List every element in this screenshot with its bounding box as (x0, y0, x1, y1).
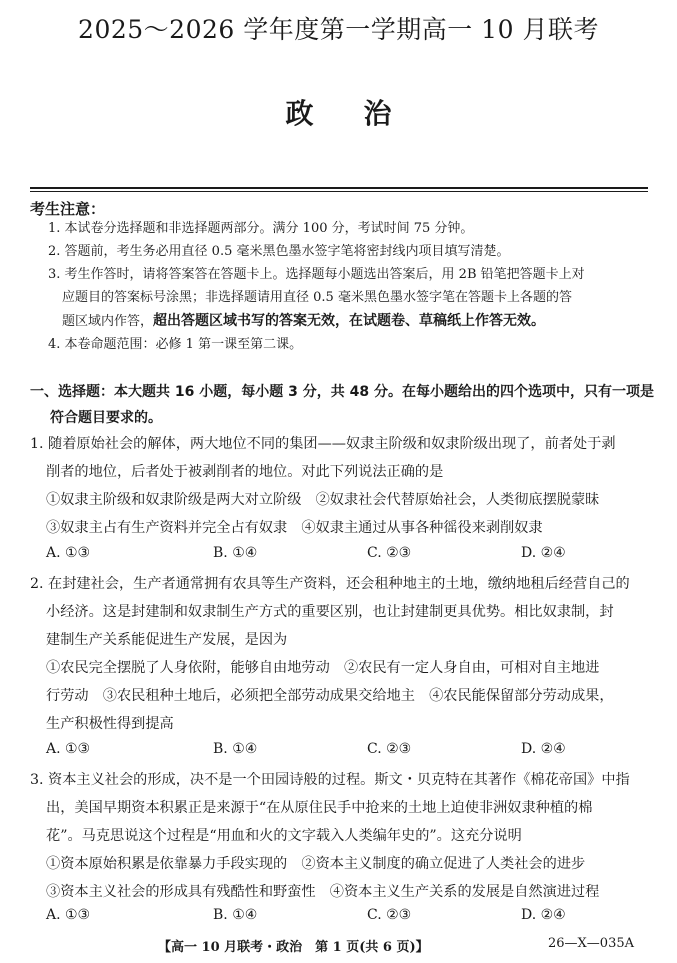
notice-line-3c (62, 312, 545, 331)
subject-title: 政治 (285, 97, 442, 130)
q3-choice-b: B. ①④ (213, 907, 258, 923)
notice-heading: 考生注意： (30, 200, 106, 218)
notice-line-1: 1. 本试卷分选择题和非选择题两部分。满分 100 分，考试时间 75 分钟。 (48, 221, 474, 236)
page-footer: 【高一 10 月联考・政治 第 1 页(共 6 页)】 (158, 940, 429, 955)
q1-option-line-2: ③奴隶主占有生产资料并完全占有奴隶 ④奴隶主通过从事各种徭役来剥削奴隶 (46, 520, 543, 536)
q3-option-line-2: ③资本主义社会的形成具有残酷性和野蛮性 ④资本主义生产关系的发展是自然演进过程 (46, 884, 600, 900)
q2-line-2: 小经济。这是封建制和奴隶制生产方式的重要区别，也让封建制更具优势。相比奴隶制，封 (46, 604, 614, 620)
q3-choice-a: A. ①③ (46, 907, 91, 923)
q1-line-2: 削者的地位，后者处于被剥削者的地位。对此下列说法正确的是 (46, 464, 444, 480)
q1-option-line-1: ①奴隶主阶级和奴隶阶级是两大对立阶级 ②奴隶社会代替原始社会，人类彻底摆脱蒙昧 (46, 492, 600, 508)
q2-choice-b: B. ①④ (213, 741, 258, 757)
q3-choice-c: C. ②③ (367, 907, 412, 923)
q3-line-1: 3. 资本主义社会的形成，决不是一个田园诗般的过程。斯文・贝克特在其著作《棉花帝国》中指 (30, 772, 630, 788)
q2-line-1: 2. 在封建社会，生产者通常拥有农具等生产资料，还会租种地主的土地，缴纳地租后经营自己的 (30, 576, 630, 592)
q1-line-1: 1. 随着原始社会的解体，两大地位不同的集团——奴隶主阶级和奴隶阶级出现了，前者处于剥 (30, 436, 616, 452)
notice-line-3: 3. 考生作答时，请将答案答在答题卡上。选择题每小题选出答案后，用 2B 铅笔把答题卡上对 (48, 267, 585, 282)
notice-line-3b: 应题目的答案标号涂黑；非选择题请用直径 0.5 毫米黑色墨水签字笔在答题卡上各题的答 (62, 290, 572, 305)
notice-line-4: 4. 本卷命题范围：必修 1 第一课至第二课。 (48, 337, 303, 352)
q3-line-2: 出，美国早期资本积累正是来源于“在从原住民手中抢来的土地上迫使非洲奴隶种植的棉 (46, 800, 593, 816)
q3-choice-d: D. ②④ (521, 907, 566, 923)
q2-choice-c: C. ②③ (367, 741, 412, 757)
exam-title: 2025～2026 学年度第一学期高一 10 月联考 (78, 15, 599, 44)
q2-choice-a: A. ①③ (46, 741, 91, 757)
q2-option-line-1: ①农民完全摆脱了人身依附，能够自由地劳动 ②农民有一定人身自由，可相对自主地进 (46, 660, 600, 676)
q3-line-3: 花”。马克思说这个过程是“用血和火的文字载入人类编年史的”。这充分说明 (46, 828, 522, 844)
q2-option-line-2: 行劳动 ③农民租种土地后，必须把全部劳动成果交给地主 ④农民能保留部分劳动成果， (46, 688, 614, 704)
exam-code: 26—X—035A (548, 936, 634, 951)
q2-line-3: 建制生产关系能促进生产发展，是因为 (46, 632, 288, 648)
q2-choice-d: D. ②④ (521, 741, 566, 757)
section-heading-cont: 符合题目要求的。 (50, 410, 162, 426)
q1-choice-b: B. ①④ (213, 545, 258, 561)
notice-line-2: 2. 答题前，考生务必用直径 0.5 毫米黑色墨水签字笔将密封线内项目填写清楚。 (48, 244, 510, 259)
q1-choice-c: C. ②③ (367, 545, 412, 561)
notice-line-3c-text: 题区域内作答， (62, 314, 154, 329)
q2-option-line-3: 生产积极性得到提高 (46, 716, 174, 732)
notice-emphasis: 超出答题区域书写的答案无效，在试题卷、草稿纸上作答无效。 (153, 313, 546, 329)
q1-choice-a: A. ①③ (46, 545, 91, 561)
divider-thin (30, 191, 648, 192)
q1-choice-d: D. ②④ (521, 545, 566, 561)
section-heading: 一、选择题：本大题共 16 小题，每小题 3 分，共 48 分。在每小题给出的四个选项中，只有一项是 (30, 384, 654, 400)
q3-option-line-1: ①资本原始积累是依靠暴力手段实现的 ②资本主义制度的确立促进了人类社会的进步 (46, 856, 586, 872)
divider-thick (30, 187, 648, 189)
